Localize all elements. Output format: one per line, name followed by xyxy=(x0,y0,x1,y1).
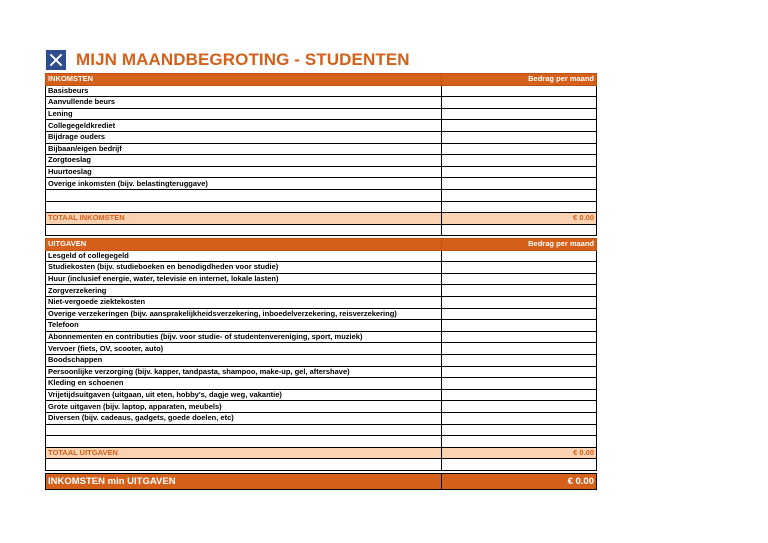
table-row xyxy=(46,308,597,320)
table-row xyxy=(46,285,597,297)
item-label: Boodschappen xyxy=(46,354,442,366)
income-table xyxy=(45,73,597,236)
logo-icon xyxy=(46,50,66,70)
amount-cell[interactable] xyxy=(442,378,597,390)
amount-cell[interactable] xyxy=(442,436,597,448)
table-row xyxy=(46,273,597,285)
section-header: INKOMSTEN xyxy=(46,74,442,86)
item-label: Diversen (bijv. cadeaus, gadgets, goede doelen, etc) xyxy=(46,412,442,424)
page-header xyxy=(46,48,410,72)
table-row xyxy=(46,120,597,132)
amount-cell[interactable] xyxy=(442,331,597,343)
item-label: Studiekosten (bijv. studieboeken en benodigdheden voor studie) xyxy=(46,262,442,274)
total-label: TOTAAL INKOMSTEN xyxy=(46,213,442,225)
table-row xyxy=(46,296,597,308)
item-label: Basisbeurs xyxy=(46,85,442,97)
table-row xyxy=(46,85,597,97)
amount-cell[interactable] xyxy=(442,178,597,190)
item-label: Collegegeldkrediet xyxy=(46,120,442,132)
amount-cell[interactable] xyxy=(442,273,597,285)
table-row xyxy=(46,262,597,274)
total-value: € 0.00 xyxy=(442,447,597,459)
item-label: Persoonlijke verzorging (bijv. kapper, tandpasta, shampoo, make-up, gel, aftershave) xyxy=(46,366,442,378)
item-label: Abonnementen en contributies (bijv. voor studie- of studentenvereniging, sport, muziek) xyxy=(46,331,442,343)
item-label: Telefoon xyxy=(46,320,442,332)
item-label: Bijbaan/eigen bedrijf xyxy=(46,143,442,155)
item-label: Zorgverzekering xyxy=(46,285,442,297)
amount-cell[interactable] xyxy=(442,343,597,355)
table-row xyxy=(46,343,597,355)
table-row xyxy=(46,97,597,109)
section-header: UITGAVEN xyxy=(46,239,442,251)
item-label: Zorgtoeslag xyxy=(46,155,442,167)
item-label: Kleding en schoenen xyxy=(46,378,442,390)
page-title: MIJN MAANDBEGROTING - STUDENTEN xyxy=(76,50,410,69)
amount-cell[interactable] xyxy=(442,320,597,332)
table-row xyxy=(46,250,597,262)
table-row xyxy=(46,354,597,366)
table-row xyxy=(46,412,597,424)
amount-cell[interactable] xyxy=(442,155,597,167)
empty-row xyxy=(46,436,597,448)
amount-cell[interactable] xyxy=(442,189,597,201)
item-label: Overige verzekeringen (bijv. aansprakelijkheidsverzekering, inboedelverzekering, reisverzekering) xyxy=(46,308,442,320)
item-label: Niet-vergoede ziektekosten xyxy=(46,296,442,308)
item-label: Bijdrage ouders xyxy=(46,131,442,143)
table-row xyxy=(46,131,597,143)
amount-cell[interactable] xyxy=(442,108,597,120)
item-label: Huur (inclusief energie, water, televisie en internet, lokale lasten) xyxy=(46,273,442,285)
item-label: Aanvullende beurs xyxy=(46,97,442,109)
amount-cell[interactable] xyxy=(442,120,597,132)
inkomsten-total-row xyxy=(46,213,597,225)
amount-cell[interactable] xyxy=(442,250,597,262)
amount-cell[interactable] xyxy=(442,366,597,378)
amount-cell[interactable] xyxy=(442,201,597,213)
item-label: Lesgeld of collegegeld xyxy=(46,250,442,262)
item-label: Grote uitgaven (bijv. laptop, apparaten, meubels) xyxy=(46,401,442,413)
table-row xyxy=(46,143,597,155)
table-row xyxy=(46,178,597,190)
empty-label-cell[interactable] xyxy=(46,201,442,213)
amount-cell[interactable] xyxy=(442,97,597,109)
empty-row xyxy=(46,201,597,213)
table-row xyxy=(46,401,597,413)
uitgaven-header-row xyxy=(46,239,597,251)
result-row xyxy=(46,474,597,490)
amount-cell[interactable] xyxy=(442,143,597,155)
empty-row xyxy=(46,424,597,436)
total-value: € 0.00 xyxy=(442,213,597,225)
table-row xyxy=(46,378,597,390)
expenses-table xyxy=(45,238,597,471)
amount-cell xyxy=(442,459,597,471)
item-label: Huurtoeslag xyxy=(46,166,442,178)
empty-label-cell[interactable] xyxy=(46,436,442,448)
item-label: Vervoer (fiets, OV, scooter, auto) xyxy=(46,343,442,355)
amount-column-header: Bedrag per maand xyxy=(442,239,597,251)
amount-cell[interactable] xyxy=(442,262,597,274)
table-row xyxy=(46,166,597,178)
amount-cell[interactable] xyxy=(442,308,597,320)
amount-cell[interactable] xyxy=(442,424,597,436)
empty-row xyxy=(46,459,597,471)
empty-label-cell[interactable] xyxy=(46,189,442,201)
amount-cell[interactable] xyxy=(442,389,597,401)
amount-cell[interactable] xyxy=(442,131,597,143)
total-label: TOTAAL UITGAVEN xyxy=(46,447,442,459)
inkomsten-header-row xyxy=(46,74,597,86)
uitgaven-total-row xyxy=(46,447,597,459)
empty-label-cell[interactable] xyxy=(46,424,442,436)
empty-row xyxy=(46,224,597,236)
amount-cell[interactable] xyxy=(442,354,597,366)
amount-cell[interactable] xyxy=(442,401,597,413)
table-row xyxy=(46,155,597,167)
amount-cell[interactable] xyxy=(442,296,597,308)
table-row xyxy=(46,389,597,401)
item-label: Overige inkomsten (bijv. belastingteruggave) xyxy=(46,178,442,190)
amount-cell[interactable] xyxy=(442,85,597,97)
result-table xyxy=(45,473,597,490)
amount-cell[interactable] xyxy=(442,285,597,297)
result-value[interactable]: € 0.00 xyxy=(442,474,597,490)
empty-label-cell xyxy=(46,459,442,471)
amount-cell[interactable] xyxy=(442,412,597,424)
empty-label-cell xyxy=(46,224,442,236)
table-row xyxy=(46,320,597,332)
amount-column-header: Bedrag per maand xyxy=(442,74,597,86)
item-label: Lening xyxy=(46,108,442,120)
result-label: INKOMSTEN min UITGAVEN xyxy=(46,474,442,490)
table-row xyxy=(46,331,597,343)
empty-row xyxy=(46,189,597,201)
item-label: Vrijetijdsuitgaven (uitgaan, uit eten, hobby's, dagje weg, vakantie) xyxy=(46,389,442,401)
table-row xyxy=(46,366,597,378)
table-row xyxy=(46,108,597,120)
amount-cell[interactable] xyxy=(442,166,597,178)
amount-cell xyxy=(442,224,597,236)
